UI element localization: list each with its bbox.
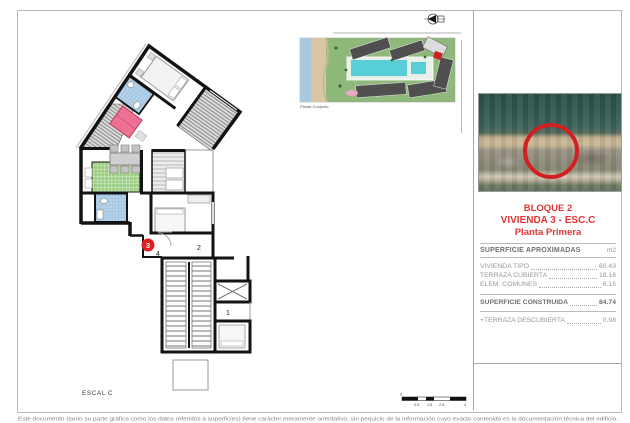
row-label: TERRAZA CUBIERTA xyxy=(480,272,547,279)
table-row xyxy=(480,262,616,271)
unit-3-marker-label: 3 xyxy=(145,241,151,250)
label-unit-4: 4 xyxy=(156,251,160,258)
scale-tick-4: 4 xyxy=(464,403,467,407)
row-value: 6.15 xyxy=(602,281,616,288)
scale-bar xyxy=(400,393,466,408)
storage-room xyxy=(215,321,250,352)
dining-table xyxy=(110,153,140,165)
table-row xyxy=(480,280,616,289)
floor-plan xyxy=(76,44,250,390)
total-label: SUPERFICIE CONSTRUIDA xyxy=(480,299,568,306)
label-unit-2: 2 xyxy=(197,245,201,252)
scale-tick-0: 0 xyxy=(400,392,403,397)
lounger xyxy=(166,180,183,190)
areas-header-label: SUPERFICIE APROXIMADAS xyxy=(480,247,581,254)
footer-disclaimer: Este documento (tanto su parte gráfica como los datos referidos a superficies) tiene carácter meramente orientativo, sin perjuicio de la información cuyo exacto contenido es la documentación técnica del edificio. xyxy=(18,416,618,423)
dotted-leader xyxy=(531,269,597,270)
total-value: 84.74 xyxy=(598,299,616,306)
row-label: VIVIENDA TIPO xyxy=(480,263,529,270)
dotted-leader xyxy=(567,323,601,324)
table-row xyxy=(480,271,616,280)
aerial-photo xyxy=(479,94,621,191)
scale-tick-05: 0.5 xyxy=(414,403,420,407)
courtyard xyxy=(173,360,208,390)
table-extra-row xyxy=(480,311,616,325)
wardrobe xyxy=(85,168,92,177)
floor-title: Planta Primera xyxy=(514,227,582,238)
pool-small xyxy=(411,62,426,74)
dining-set xyxy=(110,145,140,173)
stair-flight xyxy=(166,262,186,348)
scale-tick-15: 1.5 xyxy=(427,403,433,407)
label-core-1: 1 xyxy=(226,310,230,317)
pillow xyxy=(221,341,243,346)
scale-tick-25: 2.5 xyxy=(439,403,445,407)
dotted-leader xyxy=(539,287,601,288)
table-total-row xyxy=(480,294,616,310)
dotted-leader xyxy=(570,305,597,306)
toilet xyxy=(97,210,103,219)
door-arc xyxy=(158,233,171,246)
title-block xyxy=(474,203,622,239)
pool xyxy=(351,60,407,76)
dotted-leader xyxy=(549,278,597,279)
garden-patch xyxy=(346,90,358,96)
site-highlight-circle-icon xyxy=(523,123,579,179)
site-plan-caption: Planta Conjunto xyxy=(300,104,329,109)
unit-title: VIVIENDA 3 - ESC.C xyxy=(500,215,596,226)
elevator xyxy=(215,281,250,302)
stairwell xyxy=(162,258,215,352)
sea-strip xyxy=(300,38,311,102)
wardrobe xyxy=(188,195,210,203)
panel-bottom-rule xyxy=(474,363,621,364)
areas-table-header xyxy=(480,243,616,258)
sink xyxy=(101,199,108,204)
north-arrow-icon xyxy=(424,14,445,24)
row-value: 60.43 xyxy=(598,263,616,270)
extra-value: 0.98 xyxy=(602,317,616,324)
lounger xyxy=(166,168,183,178)
row-value: 18.16 xyxy=(598,272,616,279)
block-title: BLOQUE 2 xyxy=(523,203,573,214)
escalera-label: ESCAL C xyxy=(82,390,114,397)
wardrobe xyxy=(85,179,92,188)
areas-unit-label: m2 xyxy=(606,247,616,254)
stair-flight xyxy=(192,262,211,348)
site-plan-map xyxy=(300,37,455,109)
row-label: ELEM. COMUNES xyxy=(480,281,538,288)
pillow xyxy=(157,209,183,214)
areas-table xyxy=(480,243,616,325)
extra-label: +TERRAZA DESCUBIERTA xyxy=(480,317,565,324)
